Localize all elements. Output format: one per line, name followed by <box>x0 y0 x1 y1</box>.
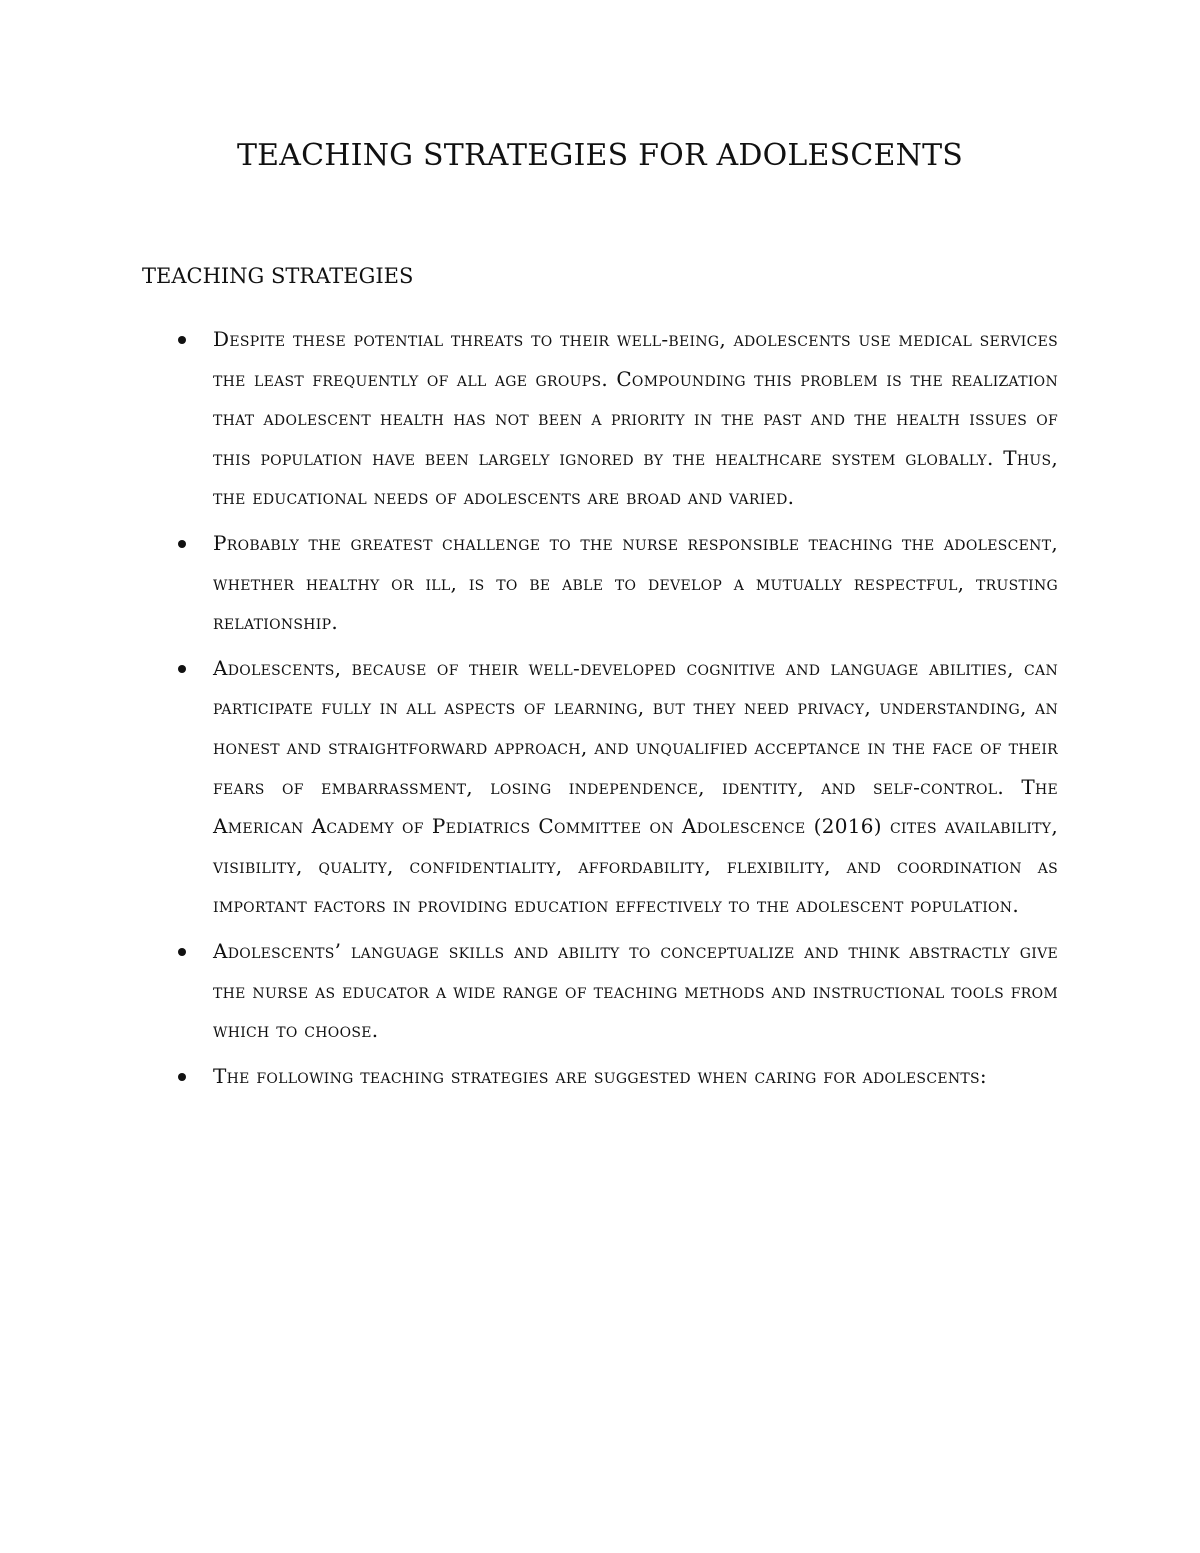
bullet-icon <box>178 1073 186 1081</box>
bullet-icon <box>178 336 186 344</box>
bullet-text: Adolescents, because of their well-developed cognitive and language abilities, can participate fully in all aspects of learning, but they need privacy, understanding, an honest and straightforward approach, and unqualified acceptance in the face of their fears of embarrassment, losing independence, identity, and self-control. The American Academy of Pediatrics Committee on Adolescence (2016) cites availability, visibility, quality, confidentiality, affordability, flexibility, and coordination as important factors in providing education effectively to the adolescent population. <box>213 655 1058 918</box>
bullet-icon <box>178 665 186 673</box>
section-heading: TEACHING STRATEGIES <box>142 264 414 288</box>
list-item <box>213 1057 1058 1097</box>
bullet-text: Despite these potential threats to their well-being, adolescents use medical services the least frequently of all age groups. Compounding this problem is the realization that adolescent health has not been a priority in the past and the health issues of this population have been largely ignored by the healthcare system globally. Thus, the educational needs of adolescents are broad and varied. <box>213 327 1058 510</box>
list-item <box>213 649 1058 926</box>
bullet-icon <box>178 948 186 956</box>
list-item <box>213 524 1058 643</box>
bullet-icon <box>178 540 186 548</box>
bullet-text: Probably the greatest challenge to the nurse responsible teaching the adolescent, whether healthy or ill, is to be able to develop a mutually respectful, trusting relationship. <box>213 530 1058 635</box>
bullet-text: The following teaching strategies are suggested when caring for adolescents: <box>213 1063 987 1088</box>
list-item <box>213 932 1058 1051</box>
list-item <box>213 320 1058 518</box>
bullet-text: Adolescents’ language skills and ability to conceptualize and think abstractly give the nurse as educator a wide range of teaching methods and instructional tools from which to choose. <box>213 938 1058 1043</box>
document-title: TEACHING STRATEGIES FOR ADOLESCENTS <box>236 138 964 173</box>
bullet-list <box>213 320 1058 1102</box>
